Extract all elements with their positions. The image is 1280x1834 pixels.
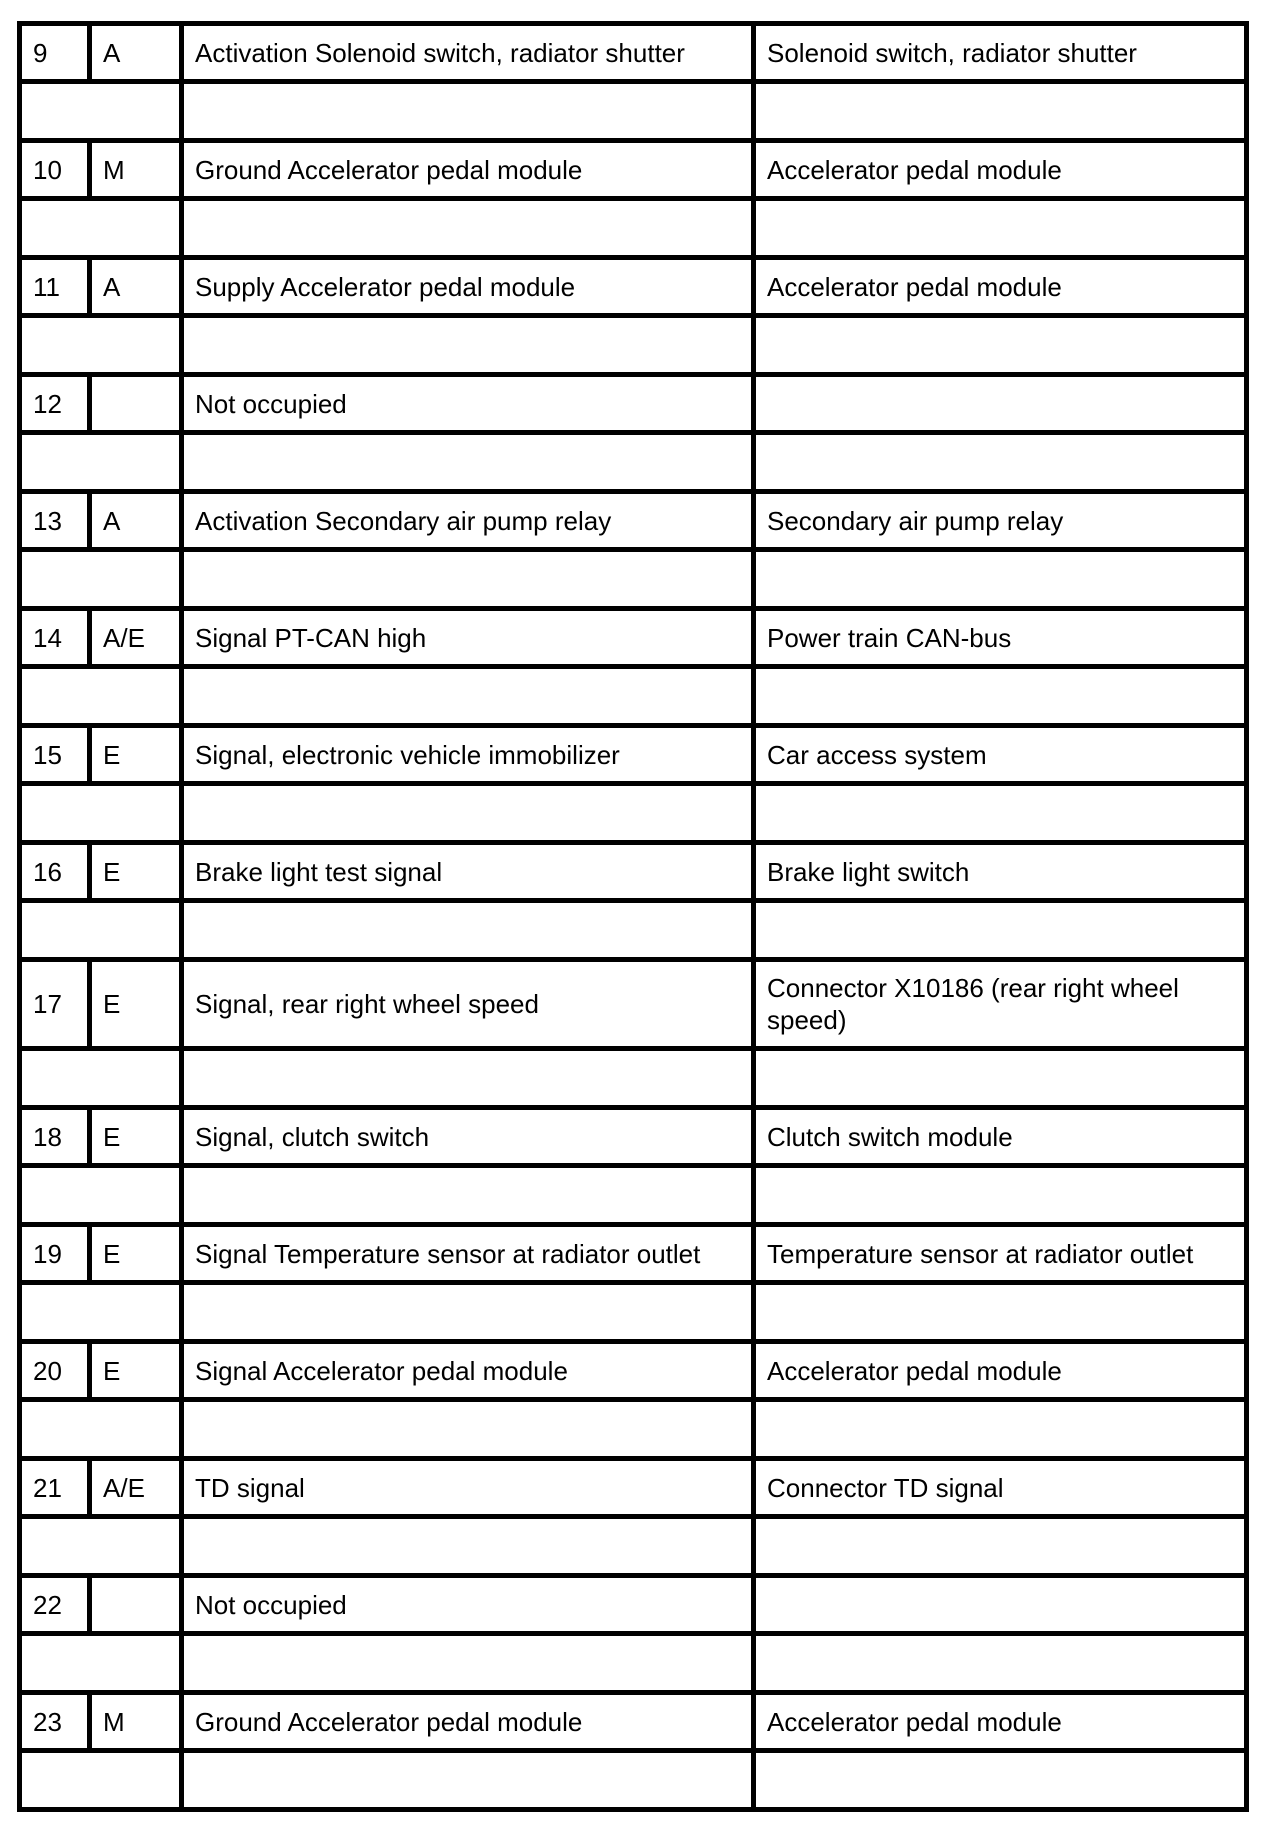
signal-type-cell: A	[90, 492, 182, 550]
empty-cell	[20, 667, 182, 726]
empty-cell	[20, 550, 182, 609]
description-cell: Activation Solenoid switch, radiator shutter	[182, 24, 754, 82]
empty-cell	[754, 433, 1247, 492]
empty-cell	[182, 1400, 754, 1459]
description-cell: Activation Secondary air pump relay	[182, 492, 754, 550]
spacer-row	[20, 1166, 1247, 1225]
description-cell: Not occupied	[182, 375, 754, 433]
description-cell: Ground Accelerator pedal module	[182, 1693, 754, 1751]
signal-type-cell	[90, 375, 182, 433]
empty-cell	[754, 316, 1247, 375]
pin-assignment-table	[17, 21, 1249, 1812]
component-cell	[754, 375, 1247, 433]
component-cell: Accelerator pedal module	[754, 1693, 1247, 1751]
component-cell: Connector X10186 (rear right wheel speed)	[754, 960, 1247, 1049]
signal-type-cell: M	[90, 141, 182, 199]
pin-number-cell: 13	[20, 492, 90, 550]
description-cell: Signal, electronic vehicle immobilizer	[182, 726, 754, 784]
empty-cell	[20, 316, 182, 375]
pin-number-cell: 12	[20, 375, 90, 433]
description-cell: Signal PT-CAN high	[182, 609, 754, 667]
table-row	[20, 1108, 1247, 1166]
component-cell	[754, 1576, 1247, 1634]
table-row	[20, 375, 1247, 433]
spacer-row	[20, 199, 1247, 258]
empty-cell	[754, 1166, 1247, 1225]
empty-cell	[754, 550, 1247, 609]
spacer-row	[20, 1283, 1247, 1342]
spacer-row	[20, 667, 1247, 726]
component-cell: Clutch switch module	[754, 1108, 1247, 1166]
empty-cell	[754, 667, 1247, 726]
empty-cell	[182, 199, 754, 258]
pin-number-cell: 18	[20, 1108, 90, 1166]
component-cell: Accelerator pedal module	[754, 258, 1247, 316]
empty-cell	[20, 82, 182, 141]
spacer-row	[20, 1517, 1247, 1576]
empty-cell	[182, 667, 754, 726]
spacer-row	[20, 550, 1247, 609]
description-cell: Signal Accelerator pedal module	[182, 1342, 754, 1400]
table-row	[20, 1225, 1247, 1283]
empty-cell	[20, 1166, 182, 1225]
signal-type-cell: A/E	[90, 1459, 182, 1517]
pin-number-cell: 9	[20, 24, 90, 82]
component-cell: Secondary air pump relay	[754, 492, 1247, 550]
component-cell: Brake light switch	[754, 843, 1247, 901]
spacer-row	[20, 1400, 1247, 1459]
pin-table-body	[20, 24, 1247, 1810]
component-cell: Connector TD signal	[754, 1459, 1247, 1517]
empty-cell	[754, 901, 1247, 960]
description-cell: Brake light test signal	[182, 843, 754, 901]
pin-number-cell: 23	[20, 1693, 90, 1751]
spacer-row	[20, 901, 1247, 960]
signal-type-cell: E	[90, 726, 182, 784]
empty-cell	[754, 1400, 1247, 1459]
empty-cell	[182, 1049, 754, 1108]
empty-cell	[754, 1751, 1247, 1810]
spacer-row	[20, 316, 1247, 375]
empty-cell	[182, 1166, 754, 1225]
empty-cell	[20, 1283, 182, 1342]
empty-cell	[20, 1751, 182, 1810]
signal-type-cell: E	[90, 960, 182, 1049]
spacer-row	[20, 784, 1247, 843]
description-cell: Supply Accelerator pedal module	[182, 258, 754, 316]
signal-type-cell: E	[90, 843, 182, 901]
pin-number-cell: 19	[20, 1225, 90, 1283]
pin-number-cell: 11	[20, 258, 90, 316]
signal-type-cell: A	[90, 24, 182, 82]
signal-type-cell: A	[90, 258, 182, 316]
empty-cell	[754, 1049, 1247, 1108]
empty-cell	[20, 784, 182, 843]
table-row	[20, 1459, 1247, 1517]
component-cell: Power train CAN-bus	[754, 609, 1247, 667]
spacer-row	[20, 1049, 1247, 1108]
empty-cell	[754, 784, 1247, 843]
spacer-row	[20, 82, 1247, 141]
empty-cell	[20, 901, 182, 960]
table-row	[20, 1576, 1247, 1634]
component-cell: Solenoid switch, radiator shutter	[754, 24, 1247, 82]
empty-cell	[754, 1283, 1247, 1342]
table-row	[20, 960, 1247, 1049]
table-row	[20, 843, 1247, 901]
empty-cell	[20, 433, 182, 492]
component-cell: Temperature sensor at radiator outlet	[754, 1225, 1247, 1283]
empty-cell	[182, 784, 754, 843]
table-row	[20, 1693, 1247, 1751]
empty-cell	[20, 1049, 182, 1108]
component-cell: Accelerator pedal module	[754, 1342, 1247, 1400]
pin-number-cell: 10	[20, 141, 90, 199]
empty-cell	[754, 199, 1247, 258]
empty-cell	[754, 1634, 1247, 1693]
signal-type-cell: E	[90, 1225, 182, 1283]
description-cell: Signal Temperature sensor at radiator outlet	[182, 1225, 754, 1283]
table-row	[20, 492, 1247, 550]
pin-number-cell: 15	[20, 726, 90, 784]
empty-cell	[182, 1517, 754, 1576]
table-row	[20, 141, 1247, 199]
pin-number-cell: 20	[20, 1342, 90, 1400]
empty-cell	[182, 1634, 754, 1693]
pin-number-cell: 22	[20, 1576, 90, 1634]
empty-cell	[182, 316, 754, 375]
spacer-row	[20, 433, 1247, 492]
signal-type-cell: E	[90, 1108, 182, 1166]
empty-cell	[20, 199, 182, 258]
pin-number-cell: 21	[20, 1459, 90, 1517]
description-cell: Ground Accelerator pedal module	[182, 141, 754, 199]
description-cell: Signal, clutch switch	[182, 1108, 754, 1166]
pin-number-cell: 14	[20, 609, 90, 667]
empty-cell	[182, 433, 754, 492]
empty-cell	[182, 82, 754, 141]
table-row	[20, 609, 1247, 667]
empty-cell	[182, 1283, 754, 1342]
empty-cell	[20, 1634, 182, 1693]
empty-cell	[182, 550, 754, 609]
pin-number-cell: 16	[20, 843, 90, 901]
component-cell: Car access system	[754, 726, 1247, 784]
description-cell: Not occupied	[182, 1576, 754, 1634]
empty-cell	[20, 1400, 182, 1459]
empty-cell	[754, 82, 1247, 141]
component-cell: Accelerator pedal module	[754, 141, 1247, 199]
signal-type-cell: E	[90, 1342, 182, 1400]
signal-type-cell	[90, 1576, 182, 1634]
pin-number-cell: 17	[20, 960, 90, 1049]
spacer-row	[20, 1751, 1247, 1810]
empty-cell	[182, 1751, 754, 1810]
signal-type-cell: M	[90, 1693, 182, 1751]
description-cell: TD signal	[182, 1459, 754, 1517]
description-cell: Signal, rear right wheel speed	[182, 960, 754, 1049]
empty-cell	[754, 1517, 1247, 1576]
empty-cell	[182, 901, 754, 960]
signal-type-cell: A/E	[90, 609, 182, 667]
spacer-row	[20, 1634, 1247, 1693]
table-row	[20, 726, 1247, 784]
empty-cell	[20, 1517, 182, 1576]
table-row	[20, 24, 1247, 82]
table-row	[20, 258, 1247, 316]
table-row	[20, 1342, 1247, 1400]
